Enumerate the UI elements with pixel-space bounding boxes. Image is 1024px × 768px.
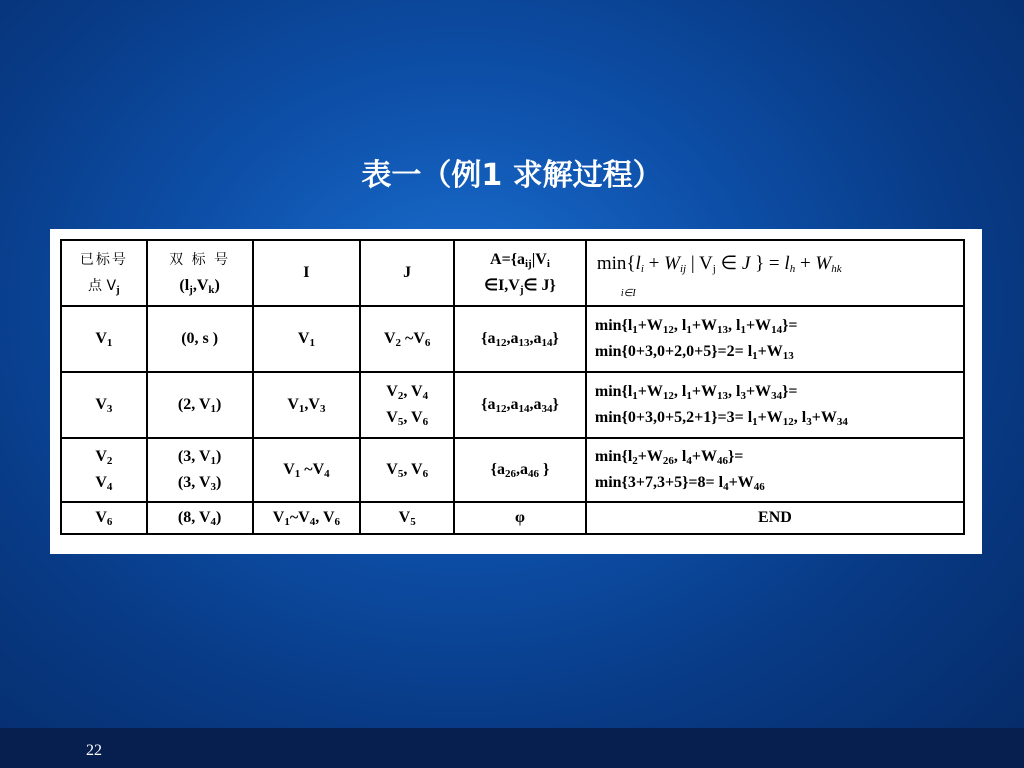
header-formula: $\min\{l_i + W_{ij}$ | $V_j$ ∈ J } = $l_h + W_{hk}$ i∈I [586,240,964,306]
table-row [61,502,964,534]
cell-calculation: $\min\{l_2+W_{26}$, $l_4+W_{46}\}=$ $\min\{3+7,3+5\}=8= l_4+W_{46}$ [586,438,964,502]
cell-label: (8, $V_4$) [147,502,253,534]
slide-title: 表一（例1 求解过程） [361,158,663,193]
cell-A: {$a_{26},a_{46}$ } [454,438,586,502]
cell-J: $V_5$, $V_6$ [360,438,454,502]
cell-calculation: $\min\{l_1+W_{12}$, $l_1+W_{13}$, $l_3+W_{34}\}=$ $\min\{0+3,0+5,2+1\}=3= l_1+W_{12}$, $l_3+W_{34}$ [586,372,964,438]
cell-label: (3, $V_1$) (3, $V_3$) [147,438,253,502]
cell-vertex: $V_1$ [61,306,147,372]
cell-vertex: $V_6$ [61,502,147,534]
page-number: 22 [86,742,102,759]
cell-J: $V_5$ [360,502,454,534]
cell-I: $V_1$ $\sim V_4$ [253,438,361,502]
cell-label: (2, $V_1$) [147,372,253,438]
header-double-label: 双 标 号 $(l_j,V_k)$ [147,240,253,306]
cell-I: $V_1$ [253,306,361,372]
cell-calculation: END [586,502,964,534]
cell-calculation: $\min\{l_1+W_{12}$, $l_1+W_{13}$, $l_1+W_{14}\}=$ $\min\{0+3,0+2,0+5\}=2= l_1+W_{13}$ [586,306,964,372]
cell-I: $V_1,V_3$ [253,372,361,438]
table-row [61,306,964,372]
table-row [61,372,964,438]
table-panel [50,229,982,554]
cell-vertex: $V_2$ $V_4$ [61,438,147,502]
bottom-band [0,728,1024,768]
cell-A: $\{a_{12},a_{13},a_{14}\}$ [454,306,586,372]
table-header-row [61,240,964,306]
formula-subscript: i∈I [620,288,636,299]
header-set-J: J [360,240,454,306]
header-arc-set-A: $A=\{a_{ij}|V_i$ $\in I,V_j\in$ J} [454,240,586,306]
cell-label: (0, s ) [147,306,253,372]
solution-table [60,239,965,535]
header-labeled-vertex: 已标号 点 $V_j$ [61,240,147,306]
header-labeled-vertex-text: 点 V [88,278,117,294]
cell-A: $\{a_{12},a_{14},a_{34}\}$ [454,372,586,438]
table-row [61,438,964,502]
cell-J: $V_2$ $\sim V_6$ [360,306,454,372]
cell-J: $V_2$, $V_4$ $V_5$, $V_6$ [360,372,454,438]
header-set-I: I [253,240,361,306]
cell-vertex: $V_3$ [61,372,147,438]
cell-A: φ [454,502,586,534]
cell-I: $V_1\sim V_4$, $V_6$ [253,502,361,534]
